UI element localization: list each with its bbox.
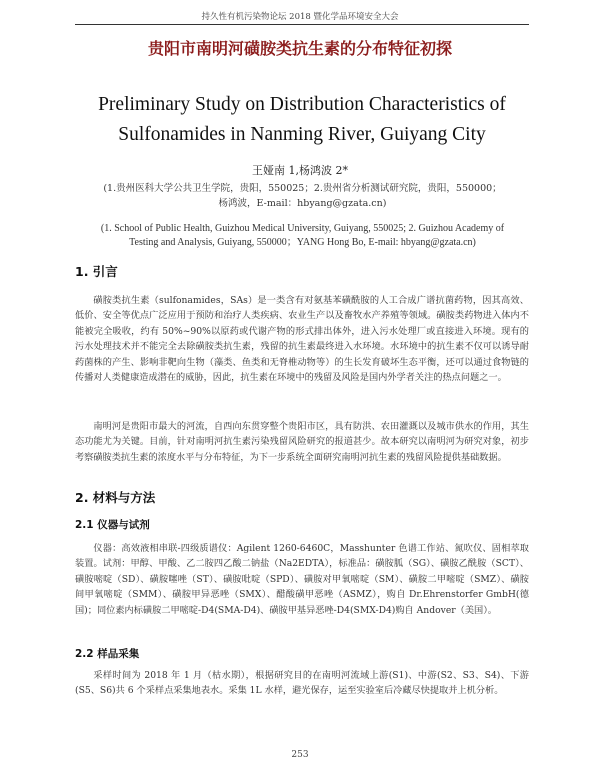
- affiliations-chinese: (1.贵州医科大学公共卫生学院，贵阳，550025；2.贵州省分析测试研究院，贵阳，550000；杨鸿波，E-mail：hbyang@gzata.cn): [103, 183, 502, 209]
- instruments-paragraph: 仪器：高效液相串联-四级质谱仪：Agilent 1260-6460C，Masshunter 色谱工作站、氮吹仪、固相萃取装置。试剂：甲醇、甲酸、乙二胺四乙酸二钠盐（Na2EDTA），标准品：磺胺胍（SG）、磺胺乙酰胺（SCT）、磺胺嘧啶（SD）、磺胺噻唑（ST）、磺胺吡啶（SPD）、磺胺对甲氧嘧啶（SM）、磺胺二甲嘧啶（SMZ）、磺胺间甲氧嘧啶（SMM）、磺胺甲异恶唑（SMX）、醋酸磺甲恶唑（ASMZ），购自 Dr.Ehrenstorfer GmbH(德国)；同位素内标磺胺二甲嘧啶-D4(SMA-D4)、磺胺甲基异恶唑-D4(SMX-D4)购自 Andover（美国）。: [75, 543, 529, 616]
- authors: 王娅南 1,杨鸿波 2*: [252, 164, 348, 177]
- affiliations-english: (1. School of Public Health, Guizhou Medical University, Guiyang, 550025; 2. Guizhou Academy of Testing and Analysis, Guiyang, 550000；YANG Hong Bo, E-mail: hbyang@gzata.cn): [100, 223, 505, 248]
- title-english-line-2: Sulfonamides in Nanming River, Guiyang City: [118, 124, 486, 145]
- intro-paragraph-1: 磺胺类抗生素（sulfonamides，SAs）是一类含有对氨基苯磺酰胺的人工合成广谱抗菌药物，因其高效、低价、安全等优点广泛应用于预防和治疗人类疾病、农业生产以及畜牧水产养殖等领域。磺胺类药物进入体内不能被完全吸收，约有 50%~90%以原药或代谢产物的形式排出体外，进入污水处理厂或直接进入环境。现有的污水处理技术并不能完全去除磺胺类抗生素，残留的抗生素最终进入水环境。水环境中的抗生素不仅可以诱导耐药菌株的产生、影响非靶向生物（藻类、鱼类和无脊椎动物等）的生长发育破坏生态平衡，还可以通过食物链的传播对人类健康造成潜在的威胁，因此，抗生素在环境中的残留及风险是国内外学者关注的热点问题之一。: [75, 295, 529, 384]
- page-number: 253: [291, 750, 309, 760]
- title-english-line-1: Preliminary Study on Distribution Characteristics of: [98, 94, 506, 115]
- sampling-paragraph: 采样时间为 2018 年 1 月（枯水期），根据研究目的在南明河流域上游(S1)、中游(S2、S3、S4)、下游(S5、S6)共 6 个采样点采集地表水。采集 1L 水样，避光保存，运至实验室后冷藏尽快提取并上机分析。: [75, 670, 529, 697]
- section-heading-methods: 2. 材料与方法: [75, 490, 156, 505]
- section-heading-introduction: 1. 引言: [75, 264, 118, 279]
- header-rule: [75, 24, 529, 25]
- running-head: 持久性有机污染物论坛 2018 暨化学品环境安全大会: [201, 12, 399, 22]
- subsection-heading-instruments: 2.1 仪器与试剂: [75, 519, 150, 531]
- title-chinese: 贵阳市南明河磺胺类抗生素的分布特征初探: [147, 39, 452, 58]
- intro-paragraph-2: 南明河是贵阳市最大的河流，自西向东贯穿整个贵阳市区，具有防洪、农田灌溉以及城市供水的作用，其生态功能尤为关键。目前，针对南明河抗生素污染残留风险研究的报道甚少。故本研究以南明河为研究对象，初步考察磺胺类抗生素的浓度水平与分布特征，为下一步系统全面研究南明河抗生素的残留风险提供基础数据。: [75, 421, 529, 463]
- subsection-heading-sampling: 2.2 样品采集: [75, 648, 140, 660]
- title-english: [60, 90, 544, 150]
